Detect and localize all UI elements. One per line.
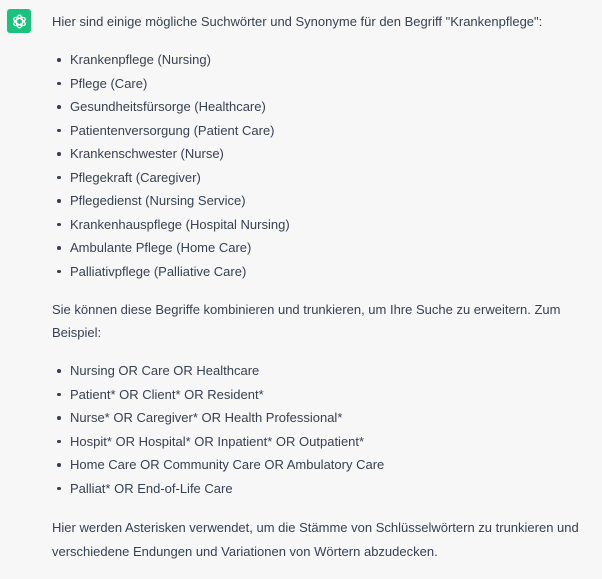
- list-item: Home Care OR Community Care OR Ambulatory Care: [52, 453, 600, 477]
- list-item: Krankenhauspflege (Hospital Nursing): [52, 213, 600, 237]
- list-item: Pflegekraft (Caregiver): [52, 166, 600, 190]
- list-item: Nursing OR Care OR Healthcare: [52, 359, 600, 383]
- list-item: Ambulante Pflege (Home Care): [52, 236, 600, 260]
- list-item: Palliat* OR End-of-Life Care: [52, 477, 600, 501]
- list-item: Gesundheitsfürsorge (Healthcare): [52, 95, 600, 119]
- list-item: Patientenversorgung (Patient Care): [52, 119, 600, 143]
- list-item: Hospit* OR Hospital* OR Inpatient* OR Outpatient*: [52, 430, 600, 454]
- assistant-avatar: [7, 9, 31, 33]
- combine-paragraph: Sie können diese Begriffe kombinieren und trunkieren, um Ihre Suche zu erweitern. Zum Beispiel:: [52, 302, 561, 340]
- list-item: Pflegedienst (Nursing Service): [52, 189, 600, 213]
- message-content: [52, 10, 600, 564]
- openai-logo-icon: [11, 13, 28, 30]
- list-item: Krankenpflege (Nursing): [52, 48, 600, 72]
- list-item: Krankenschwester (Nurse): [52, 142, 600, 166]
- example-list: [52, 359, 600, 500]
- list-item: Patient* OR Client* OR Resident*: [52, 383, 600, 407]
- closing-paragraph: Hier werden Asterisken verwendet, um die Stämme von Schlüsselwörtern zu trunkieren und verschiedene Endungen und Variationen von Wörtern abzudecken.: [52, 520, 579, 559]
- list-item: Nurse* OR Caregiver* OR Health Professional*: [52, 406, 600, 430]
- intro-text: Hier sind einige mögliche Suchwörter und Synonyme für den Begriff "Krankenpflege":: [52, 14, 543, 29]
- synonym-list: [52, 48, 600, 283]
- list-item: Palliativpflege (Palliative Care): [52, 260, 600, 284]
- list-item: Pflege (Care): [52, 72, 600, 96]
